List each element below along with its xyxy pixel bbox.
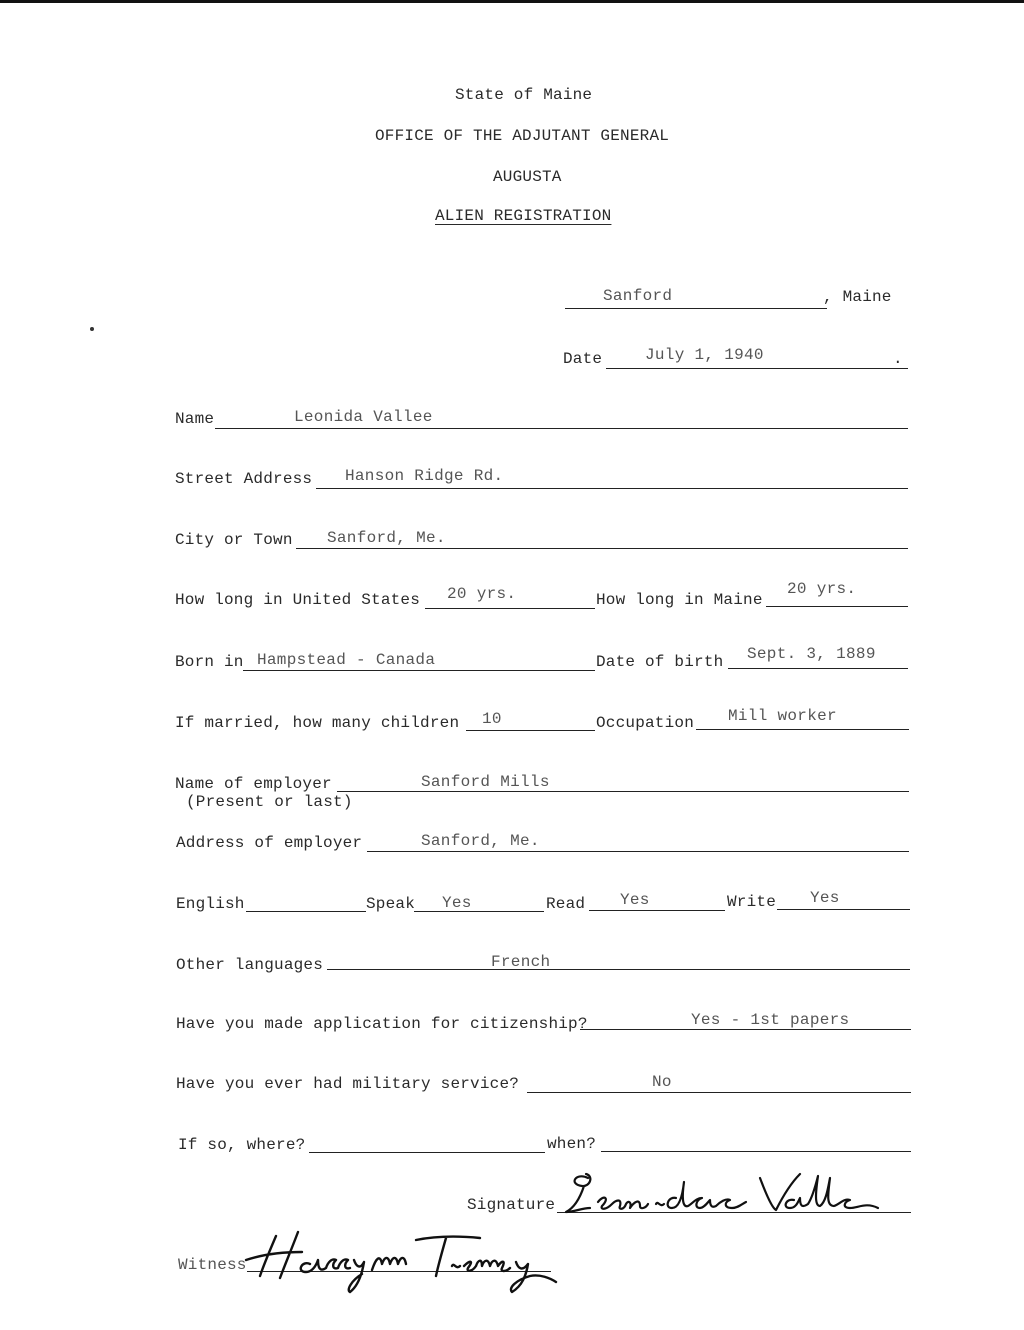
dob-value: Sept. 3, 1889 xyxy=(747,645,876,663)
header-city: AUGUSTA xyxy=(493,168,562,186)
header-office: OFFICE OF THE ADJUTANT GENERAL xyxy=(375,127,670,145)
witness-label: Witness xyxy=(178,1256,247,1274)
other-languages-label: Other languages xyxy=(176,956,324,974)
dob-label: Date of birth xyxy=(596,653,724,671)
how-long-me-value: 20 yrs. xyxy=(787,580,857,598)
employer-line xyxy=(337,791,909,792)
read-value: Yes xyxy=(620,891,650,909)
military-value: No xyxy=(652,1073,672,1091)
speak-label: Speak xyxy=(366,895,416,913)
city-value: Sanford, Me. xyxy=(327,529,446,547)
citizenship-label: Have you made application for citizenship? xyxy=(176,1015,588,1033)
born-in-line xyxy=(243,670,595,671)
employer-address-label: Address of employer xyxy=(176,834,363,852)
occupation-line xyxy=(696,729,909,730)
read-label: Read xyxy=(546,895,586,913)
occupation-label: Occupation xyxy=(596,714,695,732)
witness-handwriting xyxy=(240,1230,570,1296)
employer-address-line xyxy=(367,851,909,852)
street-line xyxy=(316,488,908,489)
header-state: State of Maine xyxy=(455,86,593,104)
employer-sublabel: (Present or last) xyxy=(186,793,353,811)
children-label: If married, how many children xyxy=(175,714,460,732)
place-value: Sanford xyxy=(603,287,673,305)
military-line xyxy=(527,1092,911,1093)
employer-label: Name of employer xyxy=(175,775,332,793)
date-end: . xyxy=(893,350,903,368)
name-value: Leonida Vallee xyxy=(294,408,433,426)
write-label: Write xyxy=(727,893,777,911)
date-label: Date xyxy=(563,350,603,368)
how-long-me-line xyxy=(766,606,908,607)
place-line xyxy=(565,308,827,309)
when-line xyxy=(601,1151,911,1152)
dob-line xyxy=(728,668,908,669)
street-value: Hanson Ridge Rd. xyxy=(345,467,504,485)
read-line xyxy=(589,910,725,911)
born-in-label: Born in xyxy=(175,653,244,671)
occupation-value: Mill worker xyxy=(728,707,837,725)
how-long-us-label: How long in United States xyxy=(175,591,421,609)
children-line xyxy=(466,730,595,731)
citizenship-line xyxy=(580,1029,911,1030)
form-title: ALIEN REGISTRATION xyxy=(435,207,612,225)
date-value: July 1, 1940 xyxy=(645,346,764,364)
name-line xyxy=(215,428,908,429)
street-label: Street Address xyxy=(175,470,313,488)
write-line xyxy=(777,909,910,910)
where-label: If so, where? xyxy=(178,1136,306,1154)
write-value: Yes xyxy=(810,889,840,907)
signature-label: Signature xyxy=(467,1196,556,1214)
name-label: Name xyxy=(175,410,215,428)
city-label: City or Town xyxy=(175,531,293,549)
english-label: English xyxy=(176,895,245,913)
how-long-us-line xyxy=(425,608,595,609)
english-line xyxy=(246,911,366,912)
how-long-us-value: 20 yrs. xyxy=(447,585,517,603)
employer-address-value: Sanford, Me. xyxy=(421,832,540,850)
citizenship-value: Yes - 1st papers xyxy=(691,1011,850,1029)
other-languages-value: French xyxy=(491,953,551,971)
military-label: Have you ever had military service? xyxy=(176,1075,520,1093)
speak-value: Yes xyxy=(442,894,472,912)
city-line xyxy=(296,548,908,549)
born-in-value: Hampstead - Canada xyxy=(257,651,436,669)
date-line xyxy=(606,368,908,369)
other-languages-line xyxy=(327,969,910,970)
when-label: when? xyxy=(547,1135,597,1153)
scan-speck xyxy=(90,327,94,331)
speak-line xyxy=(414,911,544,912)
children-value: 10 xyxy=(482,710,502,728)
place-suffix: , Maine xyxy=(823,288,892,306)
employer-value: Sanford Mills xyxy=(421,773,550,791)
how-long-me-label: How long in Maine xyxy=(596,591,763,609)
where-line xyxy=(309,1152,545,1153)
signature-handwriting xyxy=(560,1168,890,1220)
